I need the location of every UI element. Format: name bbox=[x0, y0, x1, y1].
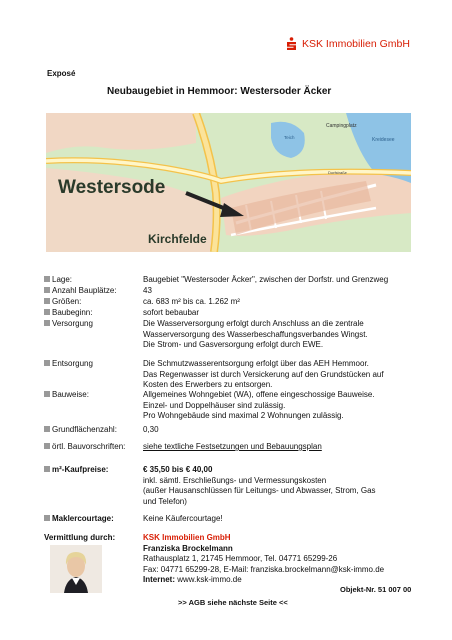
row-value: Kosten des Erwerbers zu entsorgen. bbox=[143, 380, 273, 389]
map-label-street: Dorfstraße bbox=[328, 170, 347, 175]
bullet-square-icon bbox=[44, 426, 50, 432]
contact-photo bbox=[50, 545, 102, 593]
row-value: ca. 683 m² bis ca. 1.262 m² bbox=[143, 297, 240, 306]
row-value: sofort bebaubar bbox=[143, 308, 200, 317]
object-number: Objekt-Nr. 51 007 00 bbox=[340, 585, 412, 594]
bullet-square-icon bbox=[44, 466, 50, 472]
doc-type-label: Exposé bbox=[47, 69, 76, 78]
row-value: und Telefon) bbox=[143, 496, 187, 506]
internet-link[interactable]: www.ksk-immo.de bbox=[177, 575, 242, 584]
row-value: 43 bbox=[143, 286, 152, 295]
bullet-square-icon bbox=[44, 298, 50, 304]
bullet-square-icon bbox=[44, 287, 50, 293]
row-value: Einzel- und Doppelhäuser sind zulässig. bbox=[143, 400, 286, 410]
row-value: Die Strom- und Gasversorgung erfolgt durch EWE. bbox=[143, 340, 324, 349]
internet-label: Internet: bbox=[143, 575, 175, 584]
contact-company: KSK Immobilien GmbH bbox=[143, 533, 231, 542]
row-label: Versorgung bbox=[52, 319, 93, 328]
row-label: Bauweise: bbox=[52, 390, 89, 399]
bullet-square-icon bbox=[44, 443, 50, 449]
map-label-main: Westersode bbox=[58, 177, 166, 198]
map-label-camping: Campingplatz bbox=[326, 123, 357, 129]
bullet-square-icon bbox=[44, 276, 50, 282]
brand-name: KSK Immobilien GmbH bbox=[302, 37, 410, 50]
row-label: Grundflächenzahl: bbox=[52, 425, 117, 434]
row-value: (außer Hausanschlüssen für Leitungs- und Abwasser, Strom, Gas bbox=[143, 486, 376, 495]
row-value: Wasserversorgung des Wasserbeschaffungsverbandes Wingst. bbox=[143, 329, 368, 339]
row-label: örtl. Bauvorschriften: bbox=[52, 442, 126, 451]
row-label: Anzahl Bauplätze: bbox=[52, 286, 117, 295]
bauvorschriften-link-text[interactable]: siehe textliche Festsetzungen und Bebauungsplan bbox=[143, 442, 322, 451]
row-label: Baubeginn: bbox=[52, 308, 93, 317]
row-value: Pro Wohngebäude sind maximal 2 Wohnungen zulässig. bbox=[143, 411, 344, 420]
row-label: Größen: bbox=[52, 297, 82, 306]
sparkasse-s-icon bbox=[285, 37, 298, 50]
footer-note: >> AGB siehe nächste Seite << bbox=[178, 598, 288, 607]
row-value: 0,30 bbox=[143, 425, 159, 434]
row-value: inkl. sämtl. Erschließungs- und Vermessungskosten bbox=[143, 475, 327, 485]
contact-fax-email[interactable]: Fax: 04771 65299-28, E-Mail: franziska.brockelmann@ksk-immo.de bbox=[143, 564, 385, 574]
row-label: Lage: bbox=[52, 275, 73, 284]
bullet-square-icon bbox=[44, 515, 50, 521]
contact-address: Rathausplatz 1, 21745 Hemmoor, Tel. 04771 65299-26 bbox=[143, 554, 338, 563]
row-value: Die Wasserversorgung erfolgt durch Anschluss an die zentrale bbox=[143, 319, 364, 328]
row-value: Die Schmutzwasserentsorgung erfolgt über das AEH Hemmoor. bbox=[143, 359, 369, 368]
bullet-square-icon bbox=[44, 309, 50, 315]
map-label-pond: Teich bbox=[284, 135, 295, 140]
bullet-square-icon bbox=[44, 320, 50, 326]
contact-label: Vermittlung durch: bbox=[44, 533, 116, 542]
row-label: Maklercourtage: bbox=[52, 514, 114, 523]
contact-person: Franziska Brockelmann bbox=[143, 543, 233, 553]
row-value: Baugebiet "Westersoder Äcker", zwischen der Dorfstr. und Grenzweg bbox=[143, 275, 389, 284]
bullet-square-icon bbox=[44, 391, 50, 397]
page-title: Neubaugebiet in Hemmoor: Westersoder Äcker bbox=[107, 86, 332, 97]
row-label: m²-Kaufpreise: bbox=[52, 465, 109, 474]
row-value: Das Regenwasser ist durch Versickerung auf den Grundstücken auf bbox=[143, 369, 384, 379]
row-value: Allgemeines Wohngebiet (WA), offene eingeschossige Bauweise. bbox=[143, 390, 375, 399]
bauvorschriften-link[interactable] bbox=[143, 442, 428, 453]
bullet-square-icon bbox=[44, 360, 50, 366]
row-label: Entsorgung bbox=[52, 359, 93, 368]
location-map bbox=[46, 113, 411, 252]
row-value: Keine Käufercourtage! bbox=[143, 514, 223, 523]
brand-logo bbox=[285, 37, 410, 50]
map-label-lake: Kreidesee bbox=[372, 137, 395, 143]
map-label-sub: Kirchfelde bbox=[148, 232, 207, 246]
price-range: € 35,50 bis € 40,00 bbox=[143, 465, 213, 474]
